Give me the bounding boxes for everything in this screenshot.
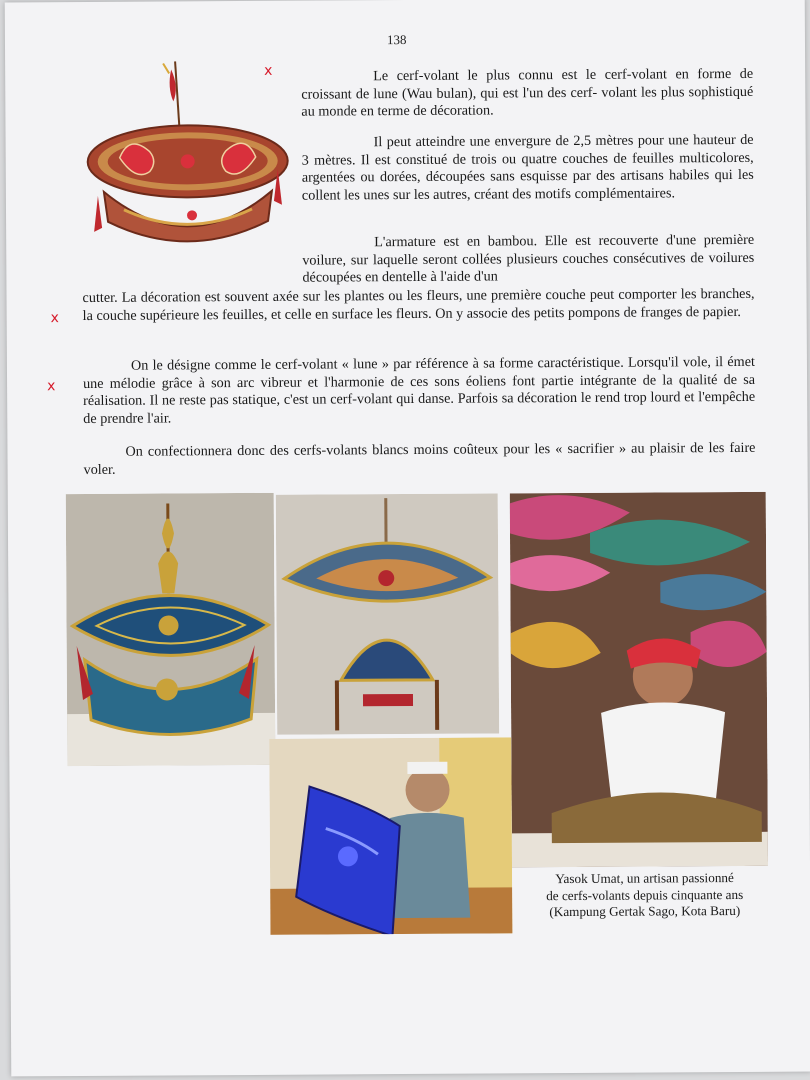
caption-line-3: (Kampung Gertak Sago, Kota Baru) — [549, 902, 741, 920]
photo-kite-display — [66, 493, 276, 766]
photo-artisan-blue-kite — [269, 737, 512, 934]
photo-kite-wall — [276, 493, 499, 734]
paragraph-1: Le cerf-volant le plus connu est le cerf-volant en forme de croissant de lune (Wau bulan), qui est l'un des cerf- volant les plus sophistiqué au monde en terme de décoration. — [301, 65, 754, 120]
caption-line-2: de cerfs-volants depuis cinquante ans — [546, 886, 744, 903]
paragraph-5: On confectionnera donc des cerfs-volants blancs moins coûteux pour les « sacrifier » au plaisir de les faire voler. — [83, 439, 756, 478]
paragraph-4: On le désigne comme le cerf-volant « lune » par référence à sa forme caractéristique. Lorsqu'il vole, il émet une mélodie grâce à son arc vibreur et l'harmonie de ces sons éoliens font partie intégrante de la qualité de sa réalisation. Il ne reste pas statique, c'est un cerf-volant qui danse. Parfois sa décoration le rend trop lourd et l'empêche de prendre l'air. — [83, 353, 756, 427]
paragraph-3a: L'armature est en bambou. Elle est recouverte d'une première voilure, sur laquelle seront collées plusieurs couches consécutives de voilures découpées en dentelle à l'aide d'un — [302, 231, 755, 286]
paragraph-2: Il peut atteindre une envergure de 2,5 mètres pour une hauteur de 3 mètres. Il est constitué de trois ou quatre couches de feuilles multicolores, argentées ou dorées, découpées sans esquisse par des artisans habiles qui les collent les unes sur les autres, créant des motifs complémentaires. — [301, 131, 754, 204]
x-mark-icon: x — [50, 310, 60, 327]
photo-caption — [522, 870, 767, 921]
page-number: 138 — [386, 32, 407, 48]
x-mark-icon: x — [264, 62, 273, 79]
paragraph-3b: cutter. La décoration est souvent axée sur les plantes ou les fleurs, une première couche peut comporter les branches, la couche supérieure les feuilles, et celle en surface les fleurs. On y associe des petits pompons de franges de papier. — [82, 285, 755, 324]
kite-illustration — [83, 59, 296, 270]
x-mark-icon: x — [47, 378, 56, 395]
photo-artisan-working — [510, 492, 768, 868]
caption-line-1: Yasok Umat, un artisan passionné — [555, 870, 734, 887]
document-page — [5, 0, 810, 1076]
